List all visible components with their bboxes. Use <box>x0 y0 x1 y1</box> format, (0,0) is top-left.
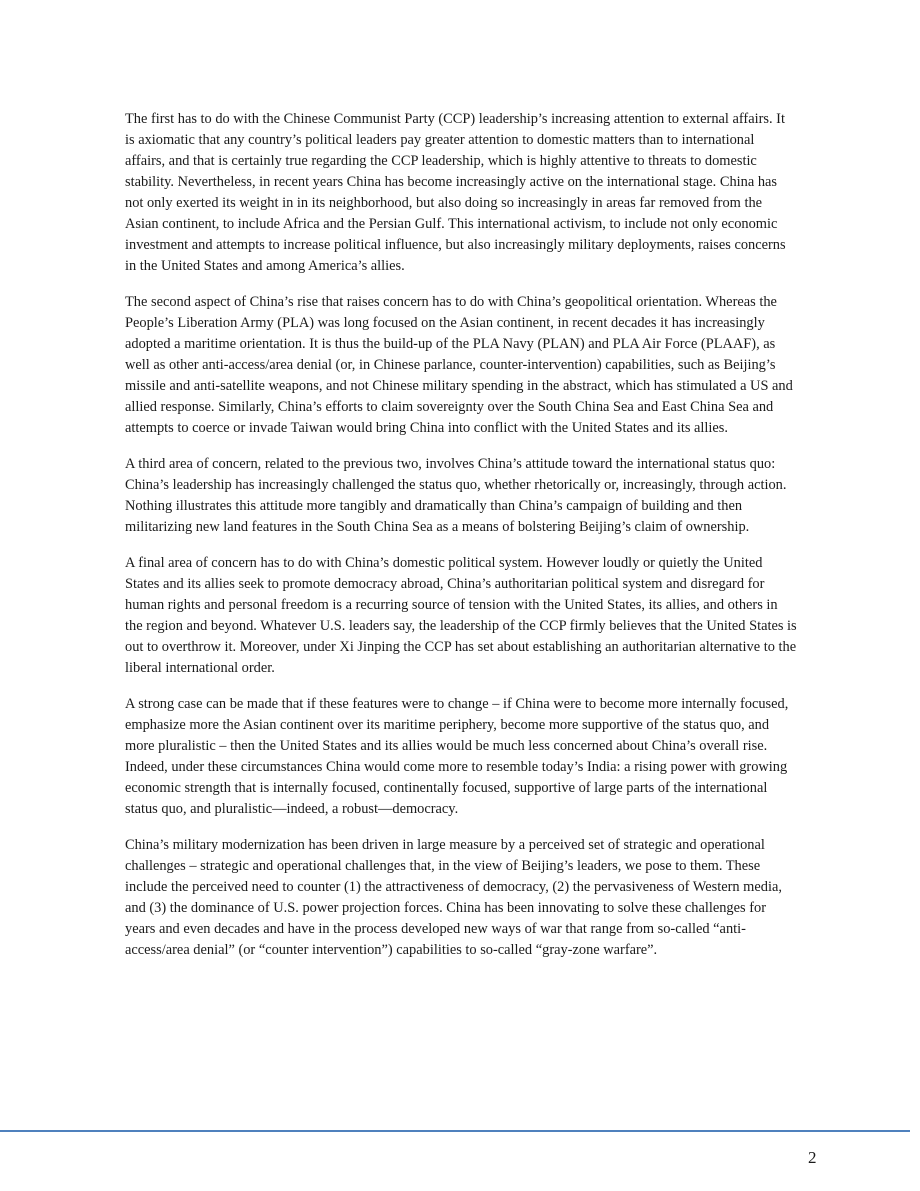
footer-divider <box>0 1130 910 1132</box>
document-body <box>125 109 797 976</box>
paragraph-geopolitical-orientation: The second aspect of China’s rise that raises concern has to do with China’s geopolitical orientation. Whereas the People’s Liberation Army (PLA) was long focused on the Asian continent, in recent decades it has increasingly adopted a maritime orientation. It is thus the build-up of the PLA Navy (PLAN) and PLA Air Force (PLAAF), as well as other anti-access/area denial (or, in Chinese parlance, counter-intervention) capabilities, such as Beijing’s missile and anti-satellite weapons, and not Chinese military spending in the abstract, which has stimulated a US and allied response. Similarly, China’s efforts to claim sovereignty over the South China Sea and East China Sea and attempts to coerce or invade Taiwan would bring China into conflict with the United States and its allies. <box>125 294 793 436</box>
paragraph-strong-case: A strong case can be made that if these features were to change – if China were to become more internally focused, emphasize more the Asian continent over its maritime periphery, become more supportive of the status quo, and more pluralistic – then the United States and its allies would be much less concerned about China’s overall rise. Indeed, under these circumstances China would come more to resemble today’s India: a rising power with growing economic strength that is internally focused, continentally focused, supportive of large parts of the international status quo, and pluralistic—indeed, a robust—democracy. <box>125 696 789 817</box>
page-number: 2 <box>808 1148 817 1167</box>
paragraph-military-modernization: China’s military modernization has been driven in large measure by a perceived set of strategic and operational challenges – strategic and operational challenges that, in the view of Beijing’s leaders, we pose to them. These include the perceived need to counter (1) the attractiveness of democracy, (2) the pervasiveness of Western media, and (3) the dominance of U.S. power projection forces. China has been innovating to solve these challenges for years and even decades and have in the process developed new ways of war that range from so-called “anti-access/area denial” (or “counter intervention”) capabilities to so-called “gray-zone warfare”. <box>125 837 782 958</box>
paragraph-external-affairs: The first has to do with the Chinese Communist Party (CCP) leadership’s increasing attention to external affairs. It is axiomatic that any country’s political leaders pay greater attention to domestic matters than to international affairs, and that is certainly true regarding the CCP leadership, which is highly attentive to threats to domestic stability. Nevertheless, in recent years China has become increasingly active on the international stage. China has not only exerted its weight in in its neighborhood, but also doing so increasingly in areas far removed from the Asian continent, to include Africa and the Persian Gulf. This international activism, to include not only economic investment and attempts to increase political influence, but also increasingly military deployments, raises concerns in the United States and among America’s allies. <box>125 111 786 274</box>
paragraph-status-quo: A third area of concern, related to the previous two, involves China’s attitude toward the international status quo: China’s leadership has increasingly challenged the status quo, whether rhetorically or, increasingly, through action. Nothing illustrates this attitude more tangibly and dramatically than China’s campaign of building and then militarizing new land features in the South China Sea as a means of bolstering Beijing’s claim of ownership. <box>125 456 787 535</box>
paragraph-political-system: A final area of concern has to do with China’s domestic political system. However loudly or quietly the United States and its allies seek to promote democracy abroad, China’s authoritarian political system and disregard for human rights and personal freedom is a recurring source of tension with the United States, its allies, and others in the region and beyond. Whatever U.S. leaders say, the leadership of the CCP firmly believes that the United States is out to overthrow it. Moreover, under Xi Jinping the CCP has set about establishing an authoritarian alternative to the liberal international order. <box>125 555 797 676</box>
